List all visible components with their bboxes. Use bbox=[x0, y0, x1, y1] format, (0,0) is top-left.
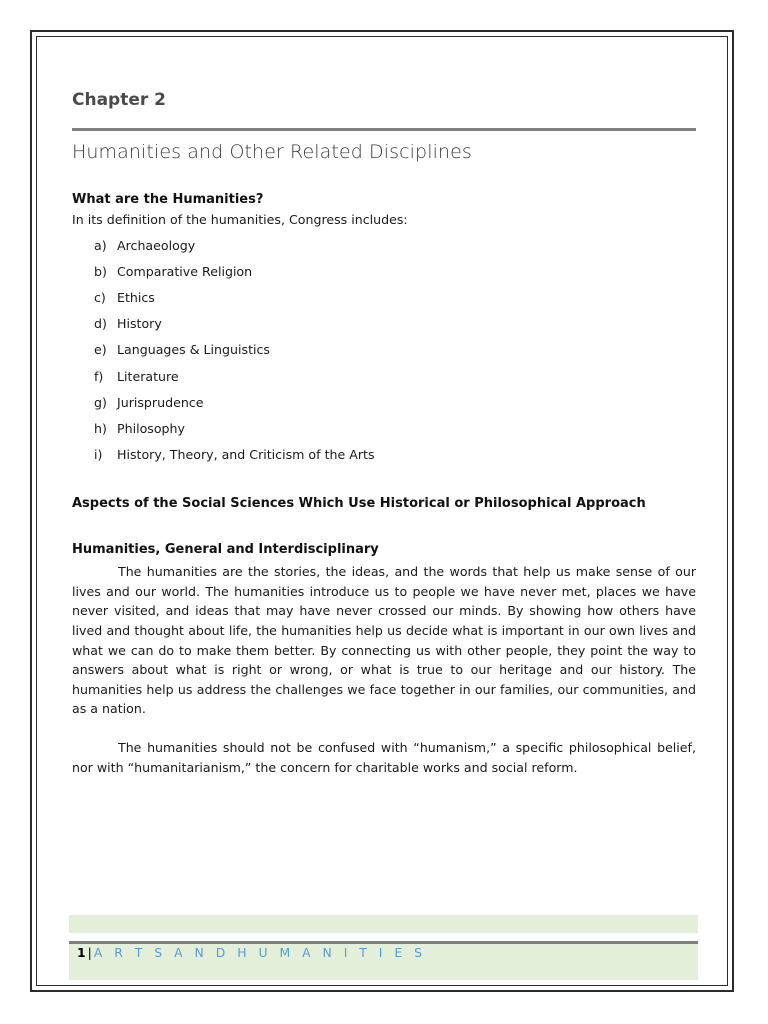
list-item-text: History bbox=[117, 316, 162, 332]
list-item bbox=[94, 364, 696, 390]
document-body bbox=[72, 86, 696, 777]
list-marker: c) bbox=[94, 289, 106, 305]
list-item bbox=[94, 337, 696, 363]
list-item bbox=[94, 285, 696, 311]
list-marker: b) bbox=[94, 263, 107, 279]
chapter-label: Chapter 2 bbox=[72, 90, 167, 110]
chapter-divider bbox=[72, 128, 696, 131]
list-marker: f) bbox=[94, 368, 104, 384]
body-paragraph-1: The humanities are the stories, the ideas, and the words that help us make sense of our lives and our world. The humanities introduce us to people we have never met, places we have never visited, and ideas that may have never crossed our minds. By showing how others have lived and thought about life, the humanities help us decide what is important in our own lives and what we can do to make them better. By connecting us with other people, they point the way to answers about what is right or wrong, or what is true to our heritage and our history. The humanities help us address the challenges we face together in our families, our communities, and as a nation. bbox=[72, 564, 696, 717]
chapter-title: Humanities and Other Related Disciplines bbox=[72, 141, 472, 163]
disciplines-list bbox=[72, 233, 696, 469]
list-item bbox=[94, 259, 696, 285]
list-item bbox=[94, 233, 696, 259]
list-item bbox=[94, 442, 696, 468]
section-heading-aspects: Aspects of the Social Sciences Which Use Historical or Philosophical Approach bbox=[72, 496, 646, 512]
list-item bbox=[94, 416, 696, 442]
list-item-text: Comparative Religion bbox=[117, 263, 253, 279]
section-heading-general-interdisciplinary: Humanities, General and Interdisciplinary bbox=[72, 542, 379, 558]
body-paragraph-2: The humanities should not be confused with “humanism,” a specific philosophical belief, nor with “humanitarianism,” the concern for charitable works and social reform. bbox=[72, 740, 696, 775]
footer-separator: | bbox=[87, 945, 92, 960]
list-item-text: Philosophy bbox=[117, 420, 185, 436]
list-item-text: History, Theory, and Criticism of the Arts bbox=[117, 447, 375, 463]
list-marker: i) bbox=[94, 447, 103, 463]
section-intro: In its definition of the humanities, Congress includes: bbox=[72, 212, 408, 227]
list-item bbox=[94, 390, 696, 416]
running-title: A R T S A N D H U M A N I T I E S bbox=[93, 945, 427, 960]
list-item-text: Literature bbox=[117, 368, 179, 384]
footer-shade-top bbox=[69, 915, 698, 933]
list-item-text: Archaeology bbox=[117, 237, 196, 253]
list-item-text: Ethics bbox=[117, 289, 155, 305]
list-marker: h) bbox=[94, 420, 107, 436]
section-heading-what-are-humanities: What are the Humanities? bbox=[72, 192, 264, 207]
list-marker: g) bbox=[94, 394, 107, 410]
list-item bbox=[94, 311, 696, 337]
list-marker: d) bbox=[94, 316, 107, 332]
page-footer bbox=[77, 945, 426, 961]
list-item-text: Languages & Linguistics bbox=[117, 342, 270, 358]
list-marker: a) bbox=[94, 237, 107, 253]
list-marker: e) bbox=[94, 342, 107, 358]
list-item-text: Jurisprudence bbox=[117, 394, 204, 410]
page-number: 1 bbox=[77, 945, 86, 960]
